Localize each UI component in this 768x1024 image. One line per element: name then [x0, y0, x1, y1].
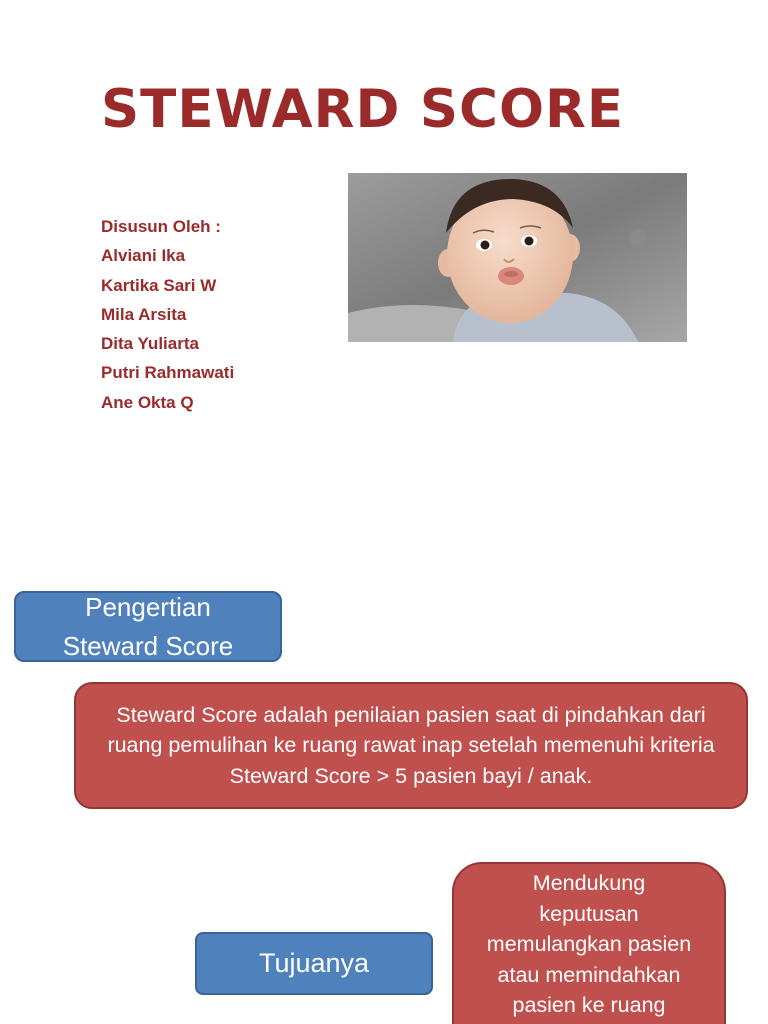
baby-photo [348, 173, 687, 342]
author-name: Ane Okta Q [101, 392, 194, 412]
baby-illustration [348, 173, 687, 342]
tujuan-label-box: Tujuanya [195, 932, 433, 995]
author-name: Mila Arsita [101, 304, 187, 324]
author-name: Kartika Sari W [101, 275, 217, 295]
author-name: Dita Yuliarta [101, 334, 199, 354]
page-title: STEWARD SCORE [101, 79, 625, 140]
author-list [101, 212, 234, 417]
pengertian-label-box: Pengertian Steward Score [14, 591, 282, 662]
author-name: Alviani Ika [101, 246, 186, 266]
tujuan-text-box: Mendukung keputusan memulangkan pasien atau memindahkan pasien ke ruang [452, 862, 726, 1024]
author-heading: Disusun Oleh : [101, 217, 221, 236]
pengertian-text-box: Steward Score adalah penilaian pasien saat di pindahkan dari ruang pemulihan ke ruang rawat inap setelah memenuhi kriteria Steward Score > 5 pasien bayi / anak. [74, 682, 748, 809]
author-name: Putri Rahmawati [101, 363, 235, 383]
